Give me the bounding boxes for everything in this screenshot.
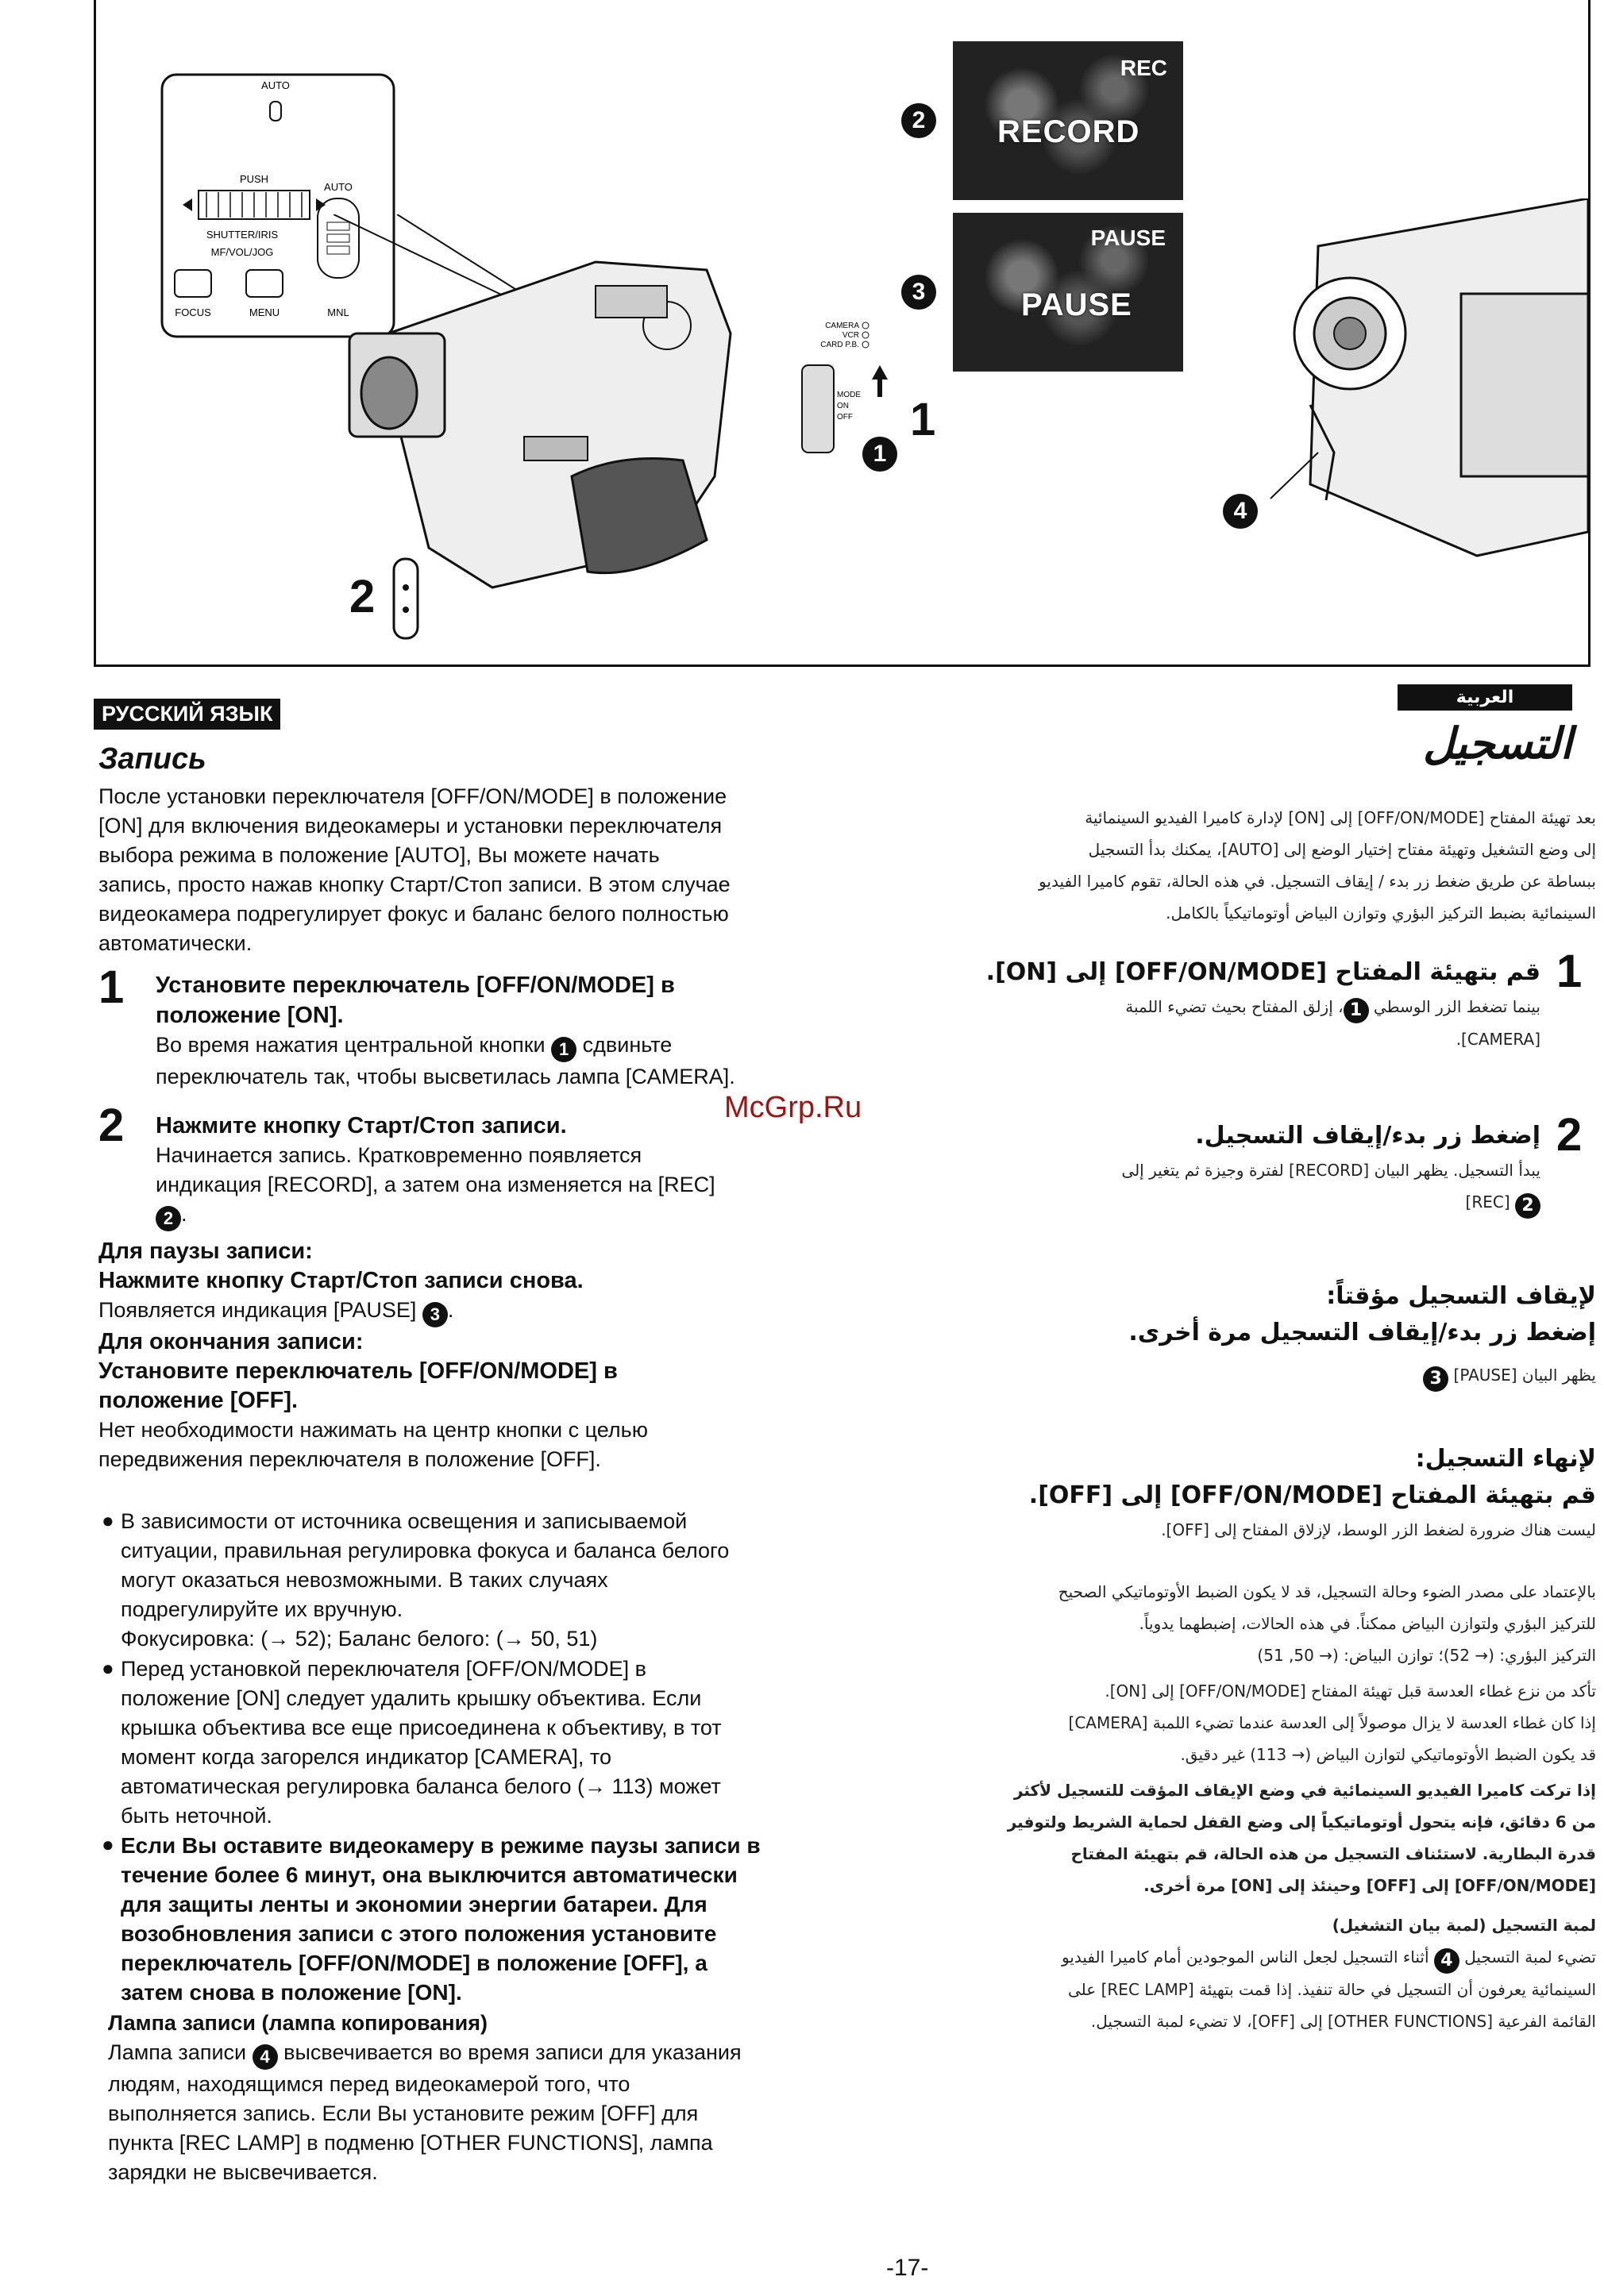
- camcorder-front-drawing: [1223, 198, 1588, 564]
- circle-1: 1: [551, 1037, 576, 1062]
- russian-language-tag: РУССКИЙ ЯЗЫК: [94, 699, 280, 730]
- pause-center-text: PAUSE: [1021, 287, 1132, 322]
- ar-lamp-section: لمبة التسجيل (لمبة بيان التشغيل) تضيء لمبة التسجيل 4 أثناء التسجيل لجعل الناس الموجودين أمام كاميرا الفيديو السينمائية يعرفون أن التسجيل في حالة تنفيذ. إذا قمت بتهيئة [REC LAMP] على القائمة الفرعية [OTHER FUNCTIONS] إلى [OFF]، لا تضيء لمبة التسجيل.: [1061, 1916, 1596, 2031]
- focus-label: FOCUS: [175, 306, 211, 318]
- arabic-intro: بعد تهيئة المفتاح [OFF/ON/MODE] إلى [ON] لإدارة كاميرا الفيديو السينمائية إلى وضع التشغيل وتهيئة مفتاح إختيار الوضع إلى [AUTO]، يمكنك بدأ التسجيل ببساطة عن طريق ضغط زر بدء / إيقاف التسجيل. في هذه الحالة، تقوم كاميرا الفيديو السينمائية بضبط التركيز البؤري وتوازن البياض أوتوماتيكياً بالكامل.: [1039, 808, 1596, 923]
- push-label: PUSH: [239, 173, 269, 185]
- mode-label-mode: MODE: [837, 391, 861, 399]
- ar-bullet-3: إذا تركت كاميرا الفيديو السينمائية في وضع الإيقاف المؤقت للتسجيل لأكثر من 6 دقائق، فإنه يتحول أوتوماتيكياً إلى وضع القفل لحماية الشريط ولتوفير قدرة البطارية. لاستئناف التسجيل من هذه الحالة، قم بتهيئة المفتاح [OFF/ON/MODE] إلى [OFF] وحينئذ إلى [ON] مرة أخرى.: [1007, 1781, 1596, 1895]
- ar-step-1-number: 1: [1556, 946, 1583, 997]
- ru-bullet-2: Перед установкой переключателя [OFF/ON/MODE] в положение [ON] следует удалить крышку объектива. Если крышка объектива все еще присоединена к объективу, в тот момент когда загорелся индикатор [CAMERA], то автоматическая регулировка баланса белого (→ 113) может быть неточной.: [121, 1657, 722, 1828]
- ar-circle-3: 3: [1423, 1366, 1448, 1392]
- record-center-text: RECORD: [997, 114, 1140, 149]
- russian-title: Запись: [98, 742, 206, 776]
- ru-step-1: Установите переключатель [OFF/ON/MODE] в положение [ON]. Во время нажатия центральной кнопки 1 сдвиньте переключатель так, чтобы высветилась лампа [CAMERA].: [156, 973, 735, 1088]
- arabic-language-tag: العربية: [1398, 684, 1572, 711]
- callout-3-figure: 3: [901, 275, 936, 310]
- mode-label-on: ON: [837, 402, 849, 410]
- watermark: McGrp.Ru: [724, 1091, 862, 1124]
- mode-label-card: CARD P.B.: [820, 341, 859, 349]
- mode-label-off: OFF: [837, 413, 853, 422]
- ar-end-section: لإنهاء التسجيل: قم بتهيئة المفتاح [OFF/ON/MODE] إلى [OFF]. ليست هناك ضرورة لضغط الزر الوسط، لإزلاق المفتاح إلى [OFF].: [1028, 1445, 1596, 1539]
- ru-step-1-number: 1: [98, 961, 125, 1013]
- russian-intro: После установки переключателя [OFF/ON/MODE] в положение [ON] для включения видеокамеры и установки переключателя выбора режима в положение [AUTO], Вы можете начать запись, просто нажав кнопку Старт/Стоп записи. В этом случае видеокамера подрегулирует фокус и баланс белого полностью автоматически.: [98, 784, 731, 955]
- figure-step-1: 1: [910, 394, 936, 445]
- callout-2-figure: 2: [901, 103, 936, 138]
- rec-screen-photo: [953, 41, 1183, 200]
- callout-1-figure: 1: [862, 437, 897, 472]
- shutter-iris-label: SHUTTER/IRIS: [206, 229, 279, 241]
- ar-bullet-2: تأكد من نزع غطاء العدسة قبل تهيئة المفتاح [OFF/ON/MODE] إلى [ON]. إذا كان غطاء العدسة لا يزال موصولاً إلى العدسة عندما تضيء اللمبة [CAMERA] قد يكون الضبط الأوتوماتيكي لتوازن البياض (→ 113) غير دقيق.: [1068, 1682, 1596, 1764]
- auto-top-label: AUTO: [261, 79, 290, 91]
- ru-bullet-3: Если Вы оставите видеокамеру в режиме паузы записи в течение более 6 минут, она выключится автоматически для защиты ленты и экономии энергии батареи. Для возобновления записи с этого положения установите переключатель [OFF/ON/MODE] в положение [OFF], а затем снова в положение [ON].: [121, 1833, 761, 2005]
- ar-circle-4: 4: [1434, 1948, 1459, 1974]
- mode-label-vcr: VCR: [842, 331, 859, 340]
- figure-step-2: 2: [349, 571, 376, 622]
- circle-3: 3: [422, 1302, 448, 1327]
- ru-lamp-section: Лампа записи (лампа копирования) Лампа записи 4 высвечивается во время записи для указания людям, находящимся перед видеокамерой того, что выполняется запись. Если Вы установите режим [OFF] для пункта [REC LAMP] в подменю [OTHER FUNCTIONS], лампа зарядки не высвечивается.: [108, 2011, 742, 2184]
- ru-bullet-1: В зависимости от источника освещения и записываемой ситуации, правильная регулировка фокуса и баланса белого могут оказаться невозможными. В таких случаях подрегулируйте их вручную. Фокусировка: (→ 52); Баланс белого: (→ 50, 51): [121, 1509, 730, 1651]
- mf-vol-jog-label: MF/VOL/JOG: [210, 246, 274, 258]
- ru-step-2-number: 2: [98, 1100, 125, 1151]
- arabic-title: التسجيل: [1423, 718, 1572, 769]
- mode-label-camera: CAMERA: [825, 322, 859, 330]
- circle-4: 4: [253, 2044, 278, 2070]
- start-stop-button-detail: [391, 556, 422, 643]
- ar-step-2: إضغط زر بدء/إيقاف التسجيل. يبدأ التسجيل. يظهر البيان [RECORD] لفترة وجيزة ثم يتغير إلى 2 [REC]: [897, 1118, 1540, 1219]
- bullet-dot: ●: [102, 1508, 114, 1532]
- circle-2: 2: [156, 1206, 181, 1231]
- mnl-label: MNL: [327, 306, 349, 318]
- ar-pause-section: لإيقاف التسجيل مؤقتاً: إضغط زر بدء/إيقاف التسجيل مرة أخرى. يظهر البيان [PAUSE] 3: [897, 1278, 1596, 1392]
- ru-step-2: Нажмите кнопку Старт/Стоп записи. Начинается запись. Кратковременно появляется индикация [RECORD], а затем она изменяется на [REC] 2 .: [156, 1111, 902, 1231]
- page-number: -17-: [886, 2255, 929, 2281]
- ar-step-2-number: 2: [1556, 1109, 1583, 1161]
- ar-step-1: قم بتهيئة المفتاح [OFF/ON/MODE] إلى [ON]. بينما تضغط الزر الوسطي 1، إزلق المفتاح بحيث تضيء اللمبة [CAMERA].: [985, 958, 1540, 1049]
- menu-label: MENU: [249, 306, 280, 318]
- ar-circle-1: 1: [1344, 998, 1369, 1023]
- callout-4-figure: 4: [1223, 494, 1258, 529]
- rec-corner-text: REC: [1120, 56, 1167, 80]
- ar-bullet-1: بالإعتماد على مصدر الضوء وحالة التسجيل، قد لا يكون الضبط الأوتوماتيكي الصحيح للتركيز البؤري ولتوازن البياض ممكناً. في هذه الحالات، إضبطهما يدوياً. التركيز البؤري: (→ 52)؛ توازن البياض: (→ 50, 51): [1058, 1582, 1596, 1665]
- pause-screen-photo: [953, 213, 1183, 372]
- ar-circle-2: 2: [1515, 1193, 1540, 1219]
- pause-corner-text: PAUSE: [1090, 225, 1166, 250]
- bullet-dot: ●: [102, 1832, 114, 1856]
- bullet-dot: ●: [102, 1656, 114, 1680]
- auto-right-label: AUTO: [324, 181, 353, 193]
- ru-pause-section: Для паузы записи: Нажмите кнопку Старт/Стоп записи снова. Появляется индикация [PAUSE] 3 . Для окончания записи: Установите переключатель [OFF/ON/MODE] в положение [OFF]. Нет необходимости нажимать на центр кнопки с целью передвижения переключателя в положение [OFF].: [98, 1239, 648, 1471]
